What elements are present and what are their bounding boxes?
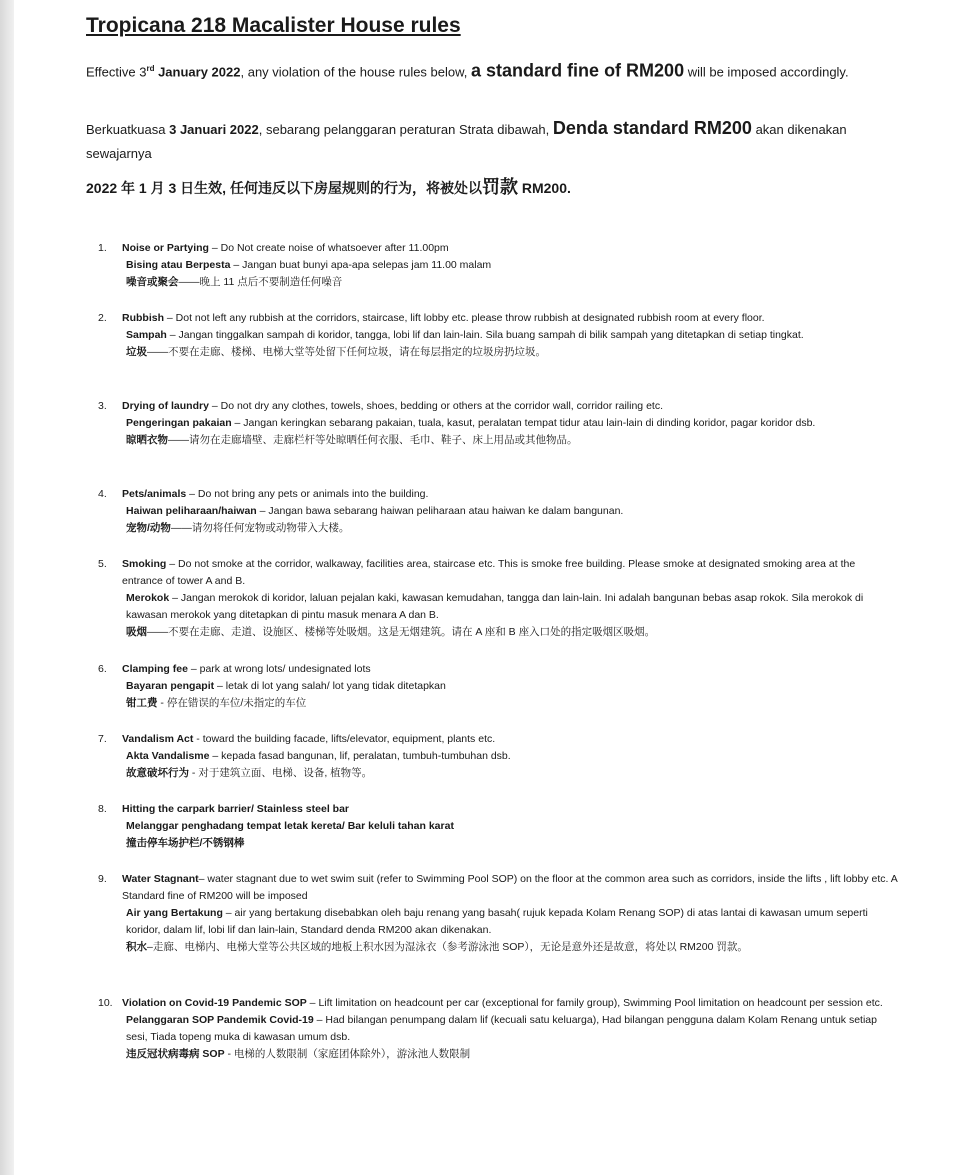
rule-zh-line (122, 624, 898, 641)
intro-chinese (86, 175, 886, 200)
rule-ms-heading: Air yang Bertakung (126, 907, 223, 919)
intro-en-post: will be imposed accordingly. (684, 64, 849, 80)
rule-ms-heading: Akta Vandalisme (126, 750, 210, 762)
rule-en-heading: Violation on Covid-19 Pandemic SOP (122, 997, 307, 1009)
rule-item (98, 398, 898, 449)
document-page (14, 0, 960, 1175)
rule-ms-line (122, 257, 898, 274)
rule-en-text: – Do Not create noise of whatsoever after 11.00pm (208, 242, 449, 254)
rule-en-line (122, 661, 898, 678)
rule-ms-heading: Pelanggaran SOP Pandemik Covid-19 (126, 1014, 314, 1026)
rule-en-line (122, 801, 898, 818)
rule-ms-text: – Jangan buat bunyi apa-apa selepas jam 11.00 malam (230, 259, 492, 271)
rule-zh-text: ——不要在走廊、走道、设施区、楼梯等处吸烟。这是无烟建筑。请在 A 座和 B 座入口处的指定吸烟区吸烟。 (147, 626, 656, 638)
rule-en-text: – Do not bring any pets or animals into the building. (186, 488, 429, 500)
rule-zh-text: –走廊、电梯内、电梯大堂等公共区域的地板上积水因为湿泳衣（参考游泳池 SOP），无论是意外还是故意，将处以 RM200 罚款。 (147, 941, 748, 953)
rule-item (98, 801, 898, 852)
rule-zh-text: ——不要在走廊、楼梯、电梯大堂等处留下任何垃圾，请在每层指定的垃圾房扔垃圾。 (147, 346, 546, 358)
intro-malay (86, 116, 886, 166)
rule-ms-line (122, 748, 898, 765)
rule-zh-line (122, 344, 898, 361)
rule-en-text: – Dot not left any rubbish at the corridors, staircase, lift lobby etc. please throw rubbish at designated rubbish room at every floor. (164, 312, 765, 324)
rule-en-heading: Noise or Partying (122, 242, 209, 254)
intro-en-mid: , any violation of the house rules below, (240, 64, 472, 80)
intro-zh-pre: 2022 年 1 月 3 日生效, 任何违反以下房屋规则的行为，将被处以 (86, 180, 482, 196)
rule-en-line (122, 486, 898, 503)
rule-en-heading: Smoking (122, 558, 167, 570)
intro-en-pre: Effective 3 (86, 64, 147, 80)
rule-zh-heading: 违反冠状病毒病 SOP (126, 1048, 225, 1060)
rule-en-line (122, 240, 898, 257)
rule-zh-line (122, 695, 898, 712)
rule-ms-text: – letak di lot yang salah/ lot yang tidak ditetapkan (214, 680, 446, 692)
rule-en-heading: Clamping fee (122, 663, 188, 675)
rule-ms-line (122, 590, 898, 624)
rule-zh-heading: 垃圾 (126, 346, 147, 358)
intro-en-sup: rd (146, 64, 155, 73)
page-edge-shadow (0, 0, 14, 1175)
rule-zh-heading: 故意破坏行为 (126, 767, 189, 779)
rule-number: 4. (98, 488, 107, 500)
rule-number: 2. (98, 312, 107, 324)
rule-en-text: – Do not dry any clothes, towels, shoes, bedding or others at the corridor wall, corridor railing etc. (208, 400, 663, 412)
rule-ms-heading: Merokok (126, 592, 170, 604)
rule-ms-line (122, 1012, 898, 1046)
rule-ms-line (122, 818, 898, 835)
rule-zh-line (122, 835, 898, 852)
rule-ms-text: – kepada fasad bangunan, lif, peralatan, tumbuh-tumbuhan dsb. (209, 750, 511, 762)
rule-ms-line (122, 503, 898, 520)
rule-en-line (122, 398, 898, 415)
rule-zh-line (122, 520, 898, 537)
rule-zh-line (122, 939, 898, 956)
rule-number: 9. (98, 873, 107, 885)
intro-english (86, 57, 886, 84)
rule-zh-line (122, 765, 898, 782)
rule-number: 1. (98, 242, 107, 254)
rule-zh-heading: 噪音或聚会 (126, 276, 179, 288)
document-title: Tropicana 218 Macalister House rules (86, 14, 461, 37)
rule-ms-heading: Sampah (126, 329, 167, 341)
rule-number: 8. (98, 803, 107, 815)
rule-zh-heading: 宠物/动物 (126, 522, 171, 534)
rule-ms-line (122, 905, 898, 939)
rule-zh-heading: 积水 (126, 941, 147, 953)
rule-zh-heading: 吸烟 (126, 626, 147, 638)
rule-ms-text: – Had bilangan penumpang dalam lif (kecuali satu keluarga), Had bilangan pengguna dalam Kolam Renang untuk setiap sesi, Tiada topeng muka di kawasan umum dsb. (126, 1014, 877, 1043)
intro-ms-post: akan dikenakan sewajarnya (86, 122, 847, 161)
rule-number: 5. (98, 558, 107, 570)
rule-ms-heading: Haiwan peliharaan/haiwan (126, 505, 257, 517)
rule-zh-heading: 晾晒衣物 (126, 434, 168, 446)
rule-ms-heading: Bayaran pengapit (126, 680, 215, 692)
rule-en-text: - toward the building facade, lifts/elevator, equipment, plants etc. (193, 733, 496, 745)
rule-item (98, 486, 898, 537)
rule-ms-heading: Melanggar penghadang tempat letak kereta/ Bar keluli tahan karat (126, 820, 454, 832)
rule-en-text: – park at wrong lots/ undesignated lots (187, 663, 371, 675)
rule-en-text: – Do not smoke at the corridor, walkaway, facilities area, staircase etc. This is smoke free building. Please smoke at designated smoking area at the entrance of tower A and B. (122, 558, 856, 587)
rule-zh-text: - 停在错误的车位/未指定的车位 (157, 697, 307, 709)
intro-zh-fine: 罚款 (481, 177, 518, 197)
rule-en-text: – Lift limitation on headcount per car (exceptional for family group), Swimming Pool limitation on headcount per session etc. (306, 997, 883, 1009)
rule-zh-line (122, 1046, 898, 1063)
rule-item (98, 310, 898, 361)
rule-number: 6. (98, 663, 107, 675)
rule-en-line (122, 556, 898, 590)
rule-number: 7. (98, 733, 107, 745)
intro-en-fine: a standard fine of RM200 (471, 60, 685, 81)
rule-zh-line (122, 432, 898, 449)
intro-ms-mid: , sebarang pelanggaran peraturan Strata dibawah, (258, 122, 553, 137)
intro-zh-post: RM200. (517, 180, 571, 196)
rule-en-line (122, 995, 898, 1012)
rule-en-heading: Rubbish (122, 312, 164, 324)
intro-ms-pre: Berkuatkuasa (86, 122, 170, 137)
rule-en-line (122, 310, 898, 327)
rule-zh-text: ——请勿在走廊墙壁、走廊栏杆等处晾晒任何衣服、毛巾、鞋子、床上用品或其他物品。 (168, 434, 578, 446)
rule-zh-heading: 钳工费 (126, 697, 158, 709)
rule-zh-text: - 电梯的人数限制（家庭团体除外），游泳池人数限制 (224, 1048, 471, 1060)
rule-number: 3. (98, 400, 107, 412)
rule-zh-line (122, 274, 898, 291)
rule-ms-line (122, 678, 898, 695)
rule-ms-text: – Jangan keringkan sebarang pakaian, tuala, kasut, peralatan tempat tidur atau lain-lain di dinding koridor, pagar koridor dsb. (231, 417, 816, 429)
intro-en-date: January 2022 (154, 64, 241, 80)
rule-en-heading: Vandalism Act (122, 733, 194, 745)
rule-item (98, 661, 898, 712)
rule-ms-text: – air yang bertakung disebabkan oleh baju renang yang basah( rujuk kepada Kolam Renang SOP) di atas lantai di kawasan umum seperti koridor, dalam lif, lobi lif dan lain-lain, Standard denda RM200 akan dikenakan. (126, 907, 868, 936)
rule-en-heading: Water Stagnant (122, 873, 199, 885)
rule-ms-text: – Jangan tinggalkan sampah di koridor, tangga, lobi lif dan lain-lain. Sila buang sampah di bilik sampah yang ditetapkan di setiap tingkat. (166, 329, 804, 341)
rule-zh-heading: 撞击停车场护栏/不锈钢棒 (126, 837, 245, 849)
rule-item (98, 995, 898, 1063)
rule-number: 10. (98, 997, 113, 1009)
rule-ms-heading: Pengeringan pakaian (126, 417, 232, 429)
rule-en-line (122, 731, 898, 748)
rule-en-heading: Hitting the carpark barrier/ Stainless steel bar (122, 803, 350, 815)
rule-item (98, 871, 898, 956)
rule-item (98, 556, 898, 641)
rule-zh-text: ——晚上 11 点后不要制造任何噪音 (178, 276, 343, 288)
rule-ms-text: – Jangan bawa sebarang haiwan peliharaan atau haiwan ke dalam bangunan. (256, 505, 624, 517)
rule-en-heading: Pets/animals (122, 488, 187, 500)
rule-item (98, 731, 898, 782)
rule-en-text: – water stagnant due to wet swim suit (refer to Swimming Pool SOP) on the floor at the common area such as corridors, inside the lifts , lift lobby etc. A Standard fine of RM200 will be imposed (122, 873, 898, 902)
rule-ms-line (122, 327, 898, 344)
rule-ms-text: – Jangan merokok di koridor, laluan pejalan kaki, kawasan kemudahan, tangga dan lain-lain. Ini adalah bangunan bebas asap rokok. Sila merokok di kawasan merokok yang ditetapkan di pintu masuk menara A dan B. (126, 592, 864, 621)
rule-zh-text: - 对于建筑立面、电梯、设备, 植物等。 (189, 767, 373, 779)
rule-en-heading: Drying of laundry (122, 400, 209, 412)
rule-ms-line (122, 415, 898, 432)
rule-en-line (122, 871, 898, 905)
rule-zh-text: ——请勿将任何宠物或动物带入大楼。 (170, 522, 350, 534)
intro-ms-date: 3 Januari 2022 (169, 122, 259, 137)
intro-ms-fine: Denda standard RM200 (552, 118, 752, 138)
rule-item (98, 240, 898, 291)
rule-ms-heading: Bising atau Berpesta (126, 259, 231, 271)
